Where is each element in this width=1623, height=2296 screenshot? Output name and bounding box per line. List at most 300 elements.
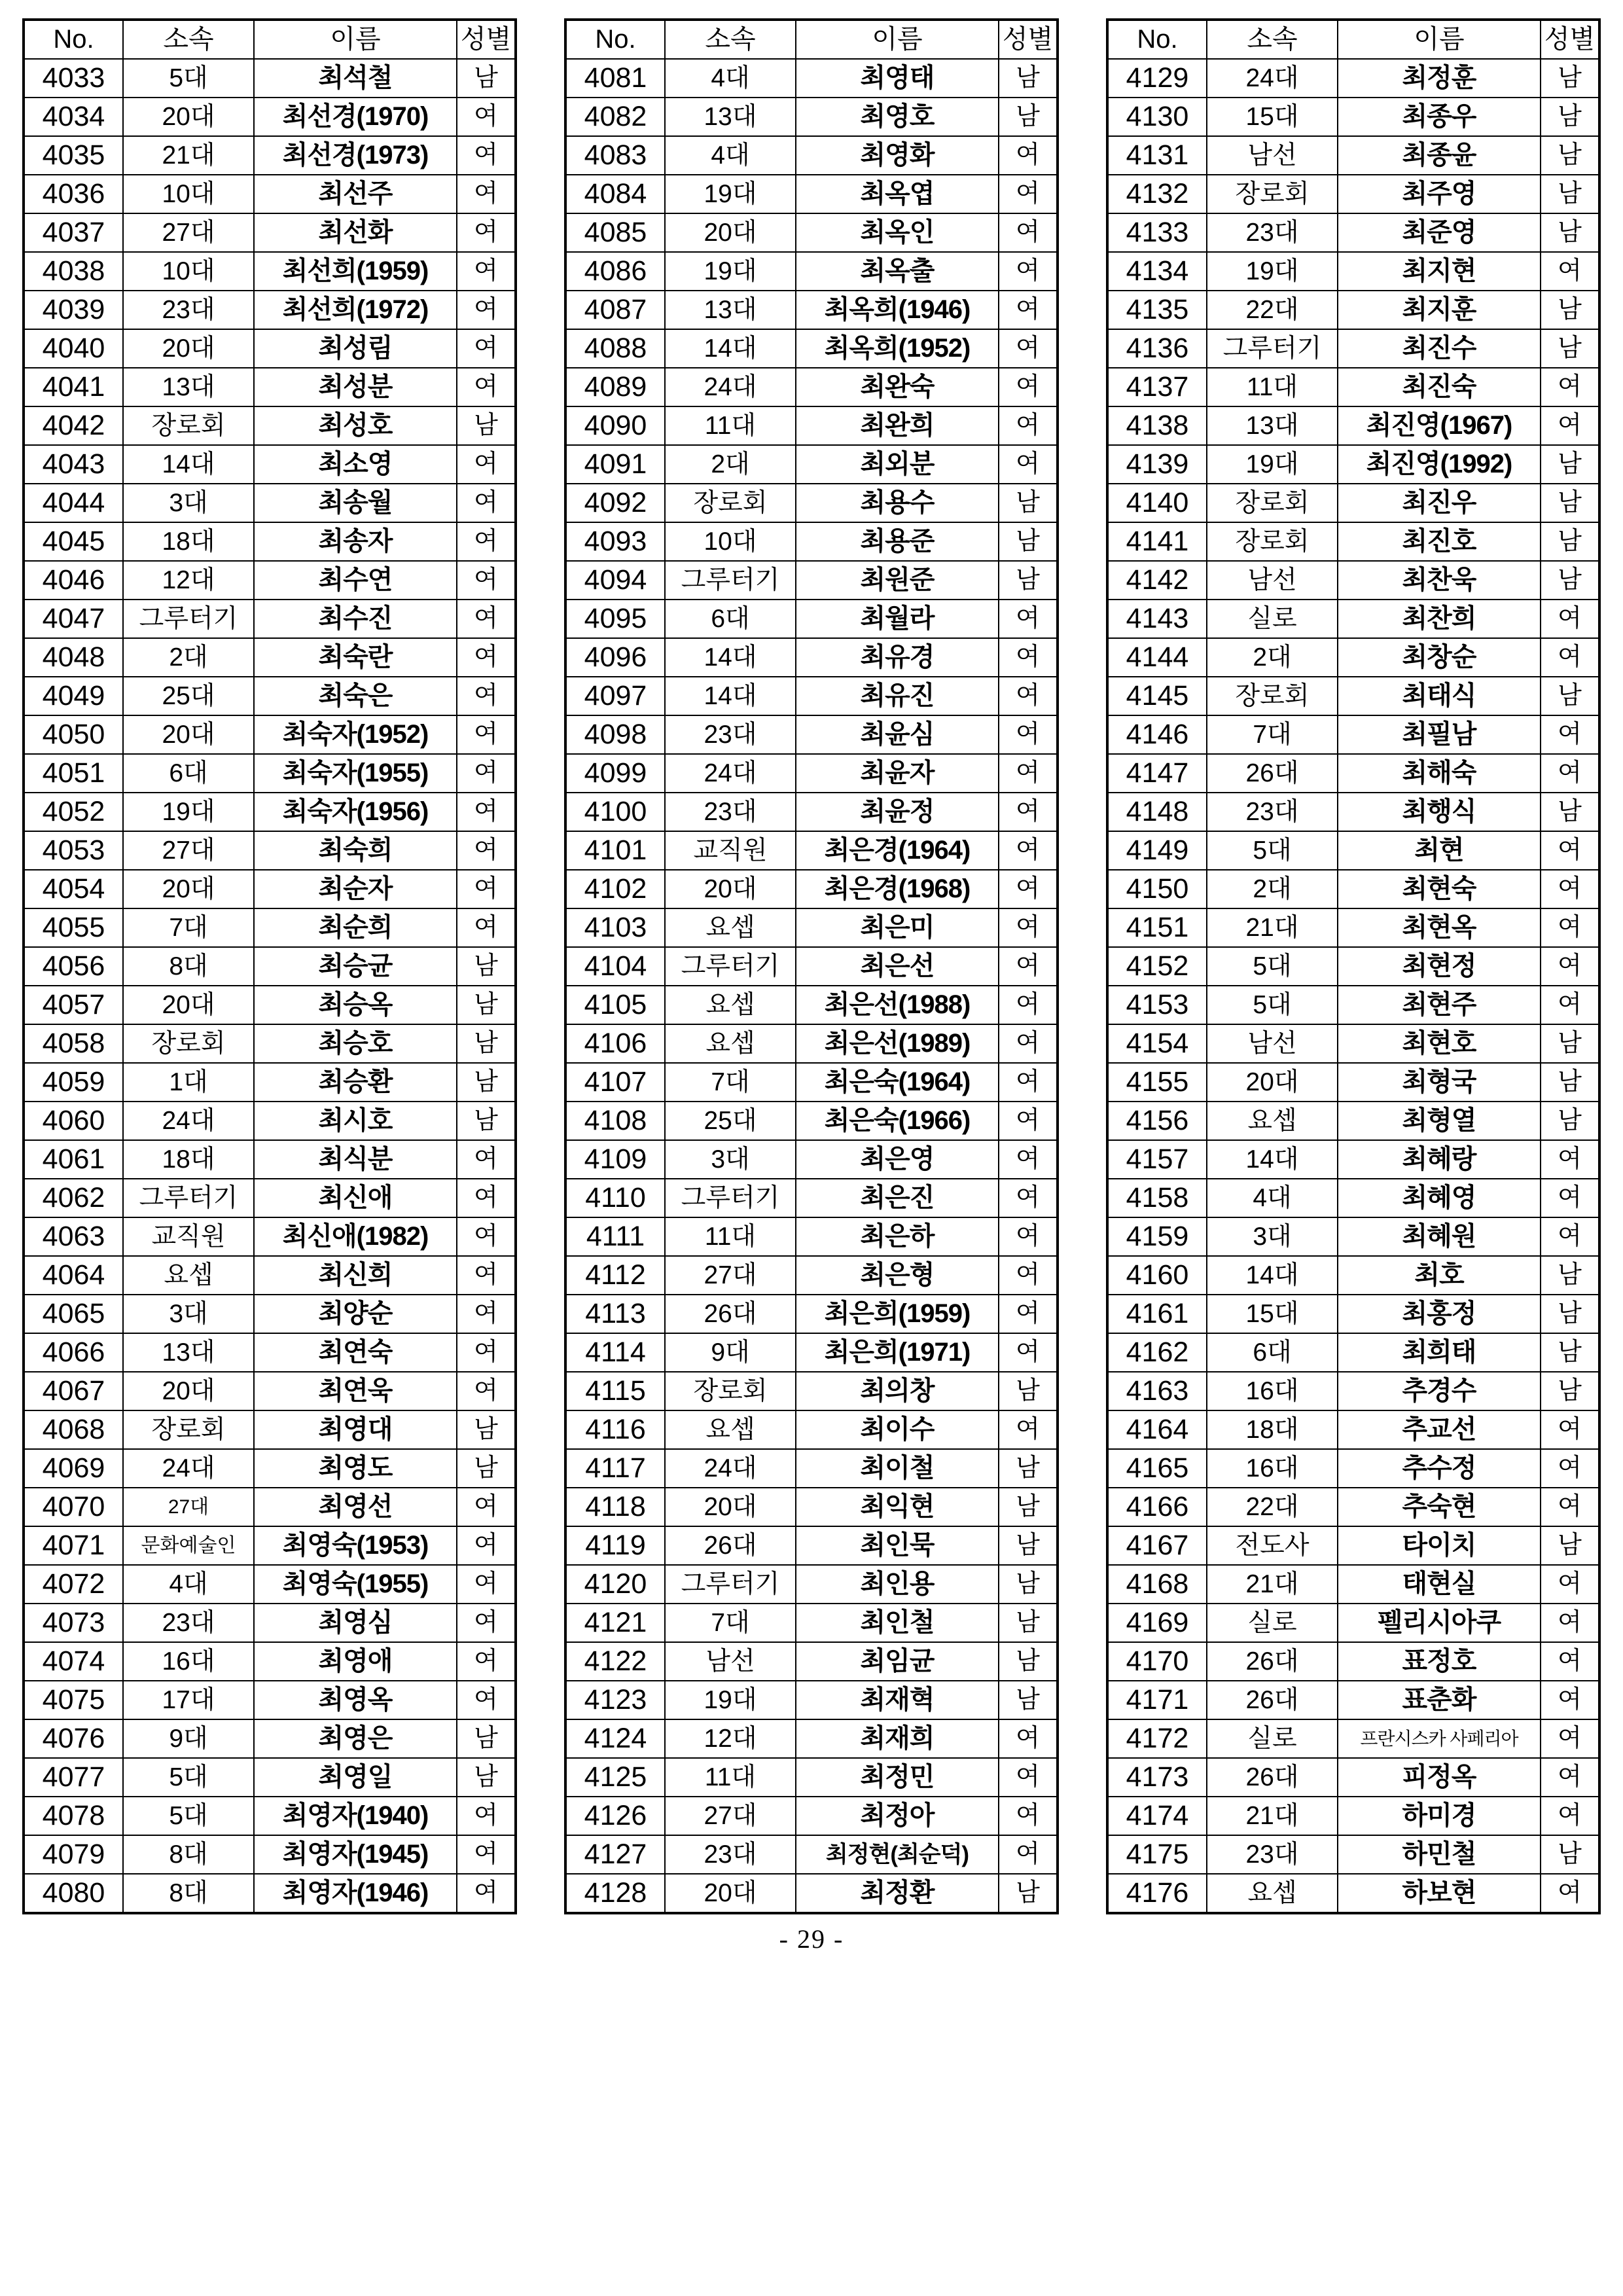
cell-org: 요셉 (665, 986, 796, 1024)
cell-sex: 여 (457, 175, 516, 213)
table-row (24, 1256, 516, 1295)
cell-org: 12대 (665, 1719, 796, 1758)
cell-org: 11대 (665, 406, 796, 445)
table-row (1107, 1604, 1599, 1642)
cell-no: 4141 (1107, 522, 1207, 561)
cell-org: 14대 (123, 445, 254, 484)
cell-sex: 여 (999, 136, 1058, 175)
cell-name: 최창순 (1338, 638, 1541, 677)
cell-no: 4044 (24, 484, 123, 522)
cell-sex: 여 (999, 947, 1058, 986)
cell-sex: 여 (999, 1256, 1058, 1295)
table-row (565, 831, 1058, 870)
table-row (1107, 1681, 1599, 1719)
cell-name: 최영숙(1955) (254, 1565, 457, 1604)
cell-sex: 여 (457, 1874, 516, 1913)
cell-sex: 여 (1541, 1217, 1599, 1256)
table-row (24, 986, 516, 1024)
cell-no: 4037 (24, 213, 123, 252)
table-row (24, 368, 516, 406)
cell-name: 최신애(1982) (254, 1217, 457, 1256)
cell-name: 최영도 (254, 1449, 457, 1488)
cell-org: 25대 (123, 677, 254, 715)
cell-org: 24대 (123, 1102, 254, 1140)
cell-name: 하보현 (1338, 1874, 1541, 1913)
cell-org: 23대 (1207, 793, 1338, 831)
cell-org: 15대 (1207, 98, 1338, 136)
table-row (24, 213, 516, 252)
cell-sex: 남 (457, 986, 516, 1024)
table-row (24, 136, 516, 175)
cell-sex: 여 (999, 754, 1058, 793)
cell-sex: 여 (457, 1642, 516, 1681)
cell-org: 장로회 (1207, 175, 1338, 213)
cell-org: 그루터기 (665, 1179, 796, 1217)
cell-name: 최주영 (1338, 175, 1541, 213)
table-row (565, 368, 1058, 406)
cell-no: 4158 (1107, 1179, 1207, 1217)
cell-no: 4174 (1107, 1797, 1207, 1835)
cell-name: 최은선 (796, 947, 999, 986)
cell-org: 5대 (123, 1758, 254, 1797)
cell-name: 최찬욱 (1338, 561, 1541, 600)
table-row (565, 1449, 1058, 1488)
table-row (1107, 98, 1599, 136)
cell-no: 4045 (24, 522, 123, 561)
cell-no: 4134 (1107, 252, 1207, 291)
cell-org: 7대 (665, 1063, 796, 1102)
cell-sex: 여 (457, 754, 516, 793)
cell-sex: 여 (457, 291, 516, 329)
table-row (24, 908, 516, 947)
cell-name: 최영심 (254, 1604, 457, 1642)
cell-sex: 여 (999, 600, 1058, 638)
cell-sex: 여 (457, 677, 516, 715)
column-header-name: 이름 (796, 20, 999, 59)
cell-org: 24대 (665, 368, 796, 406)
cell-no: 4138 (1107, 406, 1207, 445)
cell-org: 3대 (665, 1140, 796, 1179)
cell-no: 4122 (565, 1642, 665, 1681)
cell-org: 요셉 (665, 1410, 796, 1449)
cell-no: 4098 (565, 715, 665, 754)
table-row (565, 59, 1058, 98)
table-row (565, 793, 1058, 831)
cell-org: 5대 (1207, 986, 1338, 1024)
cell-sex: 여 (1541, 252, 1599, 291)
cell-sex: 여 (999, 329, 1058, 368)
table-row (565, 1217, 1058, 1256)
cell-no: 4069 (24, 1449, 123, 1488)
cell-no: 4052 (24, 793, 123, 831)
table-row (565, 600, 1058, 638)
cell-name: 최옥희(1952) (796, 329, 999, 368)
table-row (1107, 715, 1599, 754)
cell-name: 최임균 (796, 1642, 999, 1681)
cell-name: 최외분 (796, 445, 999, 484)
cell-sex: 여 (457, 1140, 516, 1179)
cell-sex: 남 (999, 1565, 1058, 1604)
table-row (1107, 1333, 1599, 1372)
cell-no: 4113 (565, 1295, 665, 1333)
cell-sex: 남 (1541, 291, 1599, 329)
cell-org: 26대 (665, 1295, 796, 1333)
cell-name: 최월라 (796, 600, 999, 638)
table-row (24, 1102, 516, 1140)
cell-org: 23대 (1207, 1835, 1338, 1874)
cell-no: 4133 (1107, 213, 1207, 252)
cell-org: 장로회 (123, 1410, 254, 1449)
cell-org: 요셉 (665, 908, 796, 947)
cell-name: 최식분 (254, 1140, 457, 1179)
table-body-left (24, 59, 516, 1913)
cell-org: 요셉 (1207, 1874, 1338, 1913)
cell-name: 최인용 (796, 1565, 999, 1604)
cell-name: 최지훈 (1338, 291, 1541, 329)
cell-sex: 남 (999, 1526, 1058, 1565)
cell-no: 4165 (1107, 1449, 1207, 1488)
table-row (1107, 561, 1599, 600)
cell-name: 최혜영 (1338, 1179, 1541, 1217)
cell-sex: 남 (1541, 1102, 1599, 1140)
cell-name: 최신애 (254, 1179, 457, 1217)
cell-sex: 여 (999, 1179, 1058, 1217)
table-row (1107, 329, 1599, 368)
cell-sex: 여 (999, 252, 1058, 291)
table-row (24, 1488, 516, 1526)
cell-name: 최현숙 (1338, 870, 1541, 908)
cell-name: 최숙자(1955) (254, 754, 457, 793)
cell-org: 3대 (1207, 1217, 1338, 1256)
cell-sex: 남 (999, 1874, 1058, 1913)
cell-no: 4091 (565, 445, 665, 484)
cell-name: 최홍정 (1338, 1295, 1541, 1333)
cell-sex: 남 (999, 1372, 1058, 1410)
cell-no: 4154 (1107, 1024, 1207, 1063)
table-row (565, 638, 1058, 677)
cell-org: 11대 (665, 1217, 796, 1256)
cell-no: 4043 (24, 445, 123, 484)
table-body-right (1107, 59, 1599, 1913)
roster-table-right (1106, 18, 1601, 1914)
column-header-name: 이름 (1338, 20, 1541, 59)
cell-sex: 남 (999, 1642, 1058, 1681)
cell-sex: 여 (457, 1295, 516, 1333)
cell-no: 4107 (565, 1063, 665, 1102)
cell-org: 6대 (123, 754, 254, 793)
cell-name: 최순희 (254, 908, 457, 947)
cell-org: 1대 (123, 1063, 254, 1102)
cell-sex: 여 (457, 908, 516, 947)
cell-sex: 여 (999, 1217, 1058, 1256)
table-row (1107, 1526, 1599, 1565)
cell-org: 13대 (123, 1333, 254, 1372)
cell-name: 최은선(1989) (796, 1024, 999, 1063)
cell-org: 그루터기 (1207, 329, 1338, 368)
table-row (565, 1063, 1058, 1102)
cell-name: 최윤정 (796, 793, 999, 831)
column-header-no: No. (24, 20, 123, 59)
cell-sex: 여 (1541, 406, 1599, 445)
cell-org: 20대 (123, 329, 254, 368)
cell-org: 2대 (1207, 870, 1338, 908)
cell-no: 4167 (1107, 1526, 1207, 1565)
cell-no: 4126 (565, 1797, 665, 1835)
cell-org: 남선 (1207, 1024, 1338, 1063)
cell-name: 최진숙 (1338, 368, 1541, 406)
cell-org: 20대 (665, 870, 796, 908)
cell-name: 최혜원 (1338, 1217, 1541, 1256)
cell-org: 4대 (123, 1565, 254, 1604)
cell-no: 4168 (1107, 1565, 1207, 1604)
cell-sex: 남 (999, 1681, 1058, 1719)
cell-name: 태현실 (1338, 1565, 1541, 1604)
cell-no: 4135 (1107, 291, 1207, 329)
cell-no: 4127 (565, 1835, 665, 1874)
cell-org: 20대 (1207, 1063, 1338, 1102)
cell-org: 16대 (1207, 1372, 1338, 1410)
table-row (24, 638, 516, 677)
cell-name: 최준영 (1338, 213, 1541, 252)
cell-no: 4084 (565, 175, 665, 213)
cell-no: 4086 (565, 252, 665, 291)
cell-no: 4053 (24, 831, 123, 870)
table-row (24, 1797, 516, 1835)
cell-sex: 남 (457, 1024, 516, 1063)
cell-no: 4070 (24, 1488, 123, 1526)
cell-org: 24대 (665, 1449, 796, 1488)
cell-name: 최송자 (254, 522, 457, 561)
cell-no: 4048 (24, 638, 123, 677)
cell-no: 4132 (1107, 175, 1207, 213)
cell-name: 최석철 (254, 59, 457, 98)
cell-name: 최옥엽 (796, 175, 999, 213)
cell-name: 최양순 (254, 1295, 457, 1333)
table-row (1107, 1565, 1599, 1604)
cell-no: 4153 (1107, 986, 1207, 1024)
cell-name: 최순자 (254, 870, 457, 908)
cell-name: 최윤자 (796, 754, 999, 793)
cell-org: 그루터기 (665, 561, 796, 600)
cell-no: 4050 (24, 715, 123, 754)
table-row (1107, 522, 1599, 561)
cell-name: 하미경 (1338, 1797, 1541, 1835)
cell-no: 4160 (1107, 1256, 1207, 1295)
cell-no: 4151 (1107, 908, 1207, 947)
cell-org: 장로회 (123, 1024, 254, 1063)
cell-no: 4140 (1107, 484, 1207, 522)
cell-sex: 여 (999, 870, 1058, 908)
table-row (1107, 908, 1599, 947)
table-row (1107, 947, 1599, 986)
table-row (24, 793, 516, 831)
cell-no: 4074 (24, 1642, 123, 1681)
table-row (24, 1758, 516, 1797)
cell-no: 4129 (1107, 59, 1207, 98)
cell-org: 25대 (665, 1102, 796, 1140)
table-row (1107, 1179, 1599, 1217)
cell-no: 4056 (24, 947, 123, 986)
cell-sex: 여 (1541, 1179, 1599, 1217)
cell-sex: 남 (457, 1719, 516, 1758)
cell-name: 최옥출 (796, 252, 999, 291)
cell-name: 최인묵 (796, 1526, 999, 1565)
table-row (565, 1604, 1058, 1642)
table-row (1107, 445, 1599, 484)
table-row (1107, 252, 1599, 291)
cell-no: 4142 (1107, 561, 1207, 600)
cell-sex: 남 (1541, 1835, 1599, 1874)
cell-no: 4155 (1107, 1063, 1207, 1102)
table-row (1107, 793, 1599, 831)
table-row (1107, 1102, 1599, 1140)
table-row (24, 98, 516, 136)
cell-org: 8대 (123, 1874, 254, 1913)
cell-sex: 여 (457, 1681, 516, 1719)
cell-org: 남선 (665, 1642, 796, 1681)
cell-name: 최정아 (796, 1797, 999, 1835)
cell-sex: 여 (1541, 947, 1599, 986)
cell-org: 7대 (1207, 715, 1338, 754)
table-row (1107, 1217, 1599, 1256)
cell-org: 26대 (1207, 1642, 1338, 1681)
cell-no: 4092 (565, 484, 665, 522)
table-row (565, 677, 1058, 715)
cell-org: 2대 (665, 445, 796, 484)
table-row (24, 406, 516, 445)
cell-name: 최수진 (254, 600, 457, 638)
cell-org: 남선 (1207, 136, 1338, 175)
cell-sex: 남 (457, 1758, 516, 1797)
cell-sex: 여 (457, 1604, 516, 1642)
cell-sex: 여 (457, 522, 516, 561)
cell-org: 남선 (1207, 561, 1338, 600)
cell-name: 최은숙(1966) (796, 1102, 999, 1140)
cell-org: 19대 (123, 793, 254, 831)
table-row (1107, 1449, 1599, 1488)
cell-name: 최찬희 (1338, 600, 1541, 638)
table-row (565, 252, 1058, 291)
cell-sex: 여 (1541, 1449, 1599, 1488)
cell-org: 그루터기 (665, 947, 796, 986)
cell-name: 최은미 (796, 908, 999, 947)
cell-name: 최현주 (1338, 986, 1541, 1024)
cell-no: 4103 (565, 908, 665, 947)
cell-name: 최정훈 (1338, 59, 1541, 98)
cell-name: 최진수 (1338, 329, 1541, 368)
cell-org: 21대 (1207, 908, 1338, 947)
cell-name: 최형국 (1338, 1063, 1541, 1102)
table-row (24, 1333, 516, 1372)
cell-org: 23대 (123, 291, 254, 329)
cell-org: 4대 (665, 59, 796, 98)
cell-sex: 여 (457, 445, 516, 484)
cell-sex: 여 (457, 329, 516, 368)
cell-name: 타이치 (1338, 1526, 1541, 1565)
cell-org: 27대 (665, 1256, 796, 1295)
cell-sex: 여 (457, 1797, 516, 1835)
cell-name: 최진호 (1338, 522, 1541, 561)
cell-name: 최유경 (796, 638, 999, 677)
cell-org: 26대 (1207, 1758, 1338, 1797)
cell-name: 최정환 (796, 1874, 999, 1913)
table-row (24, 1874, 516, 1913)
table-row (1107, 1642, 1599, 1681)
cell-sex: 남 (1541, 1526, 1599, 1565)
cell-no: 4089 (565, 368, 665, 406)
table-row (24, 1604, 516, 1642)
cell-sex: 여 (999, 793, 1058, 831)
cell-name: 최용수 (796, 484, 999, 522)
table-row (1107, 1797, 1599, 1835)
cell-name: 추수정 (1338, 1449, 1541, 1488)
cell-no: 4147 (1107, 754, 1207, 793)
cell-name: 최이수 (796, 1410, 999, 1449)
cell-name: 최영대 (254, 1410, 457, 1449)
table-row (24, 1217, 516, 1256)
table-row (24, 522, 516, 561)
cell-name: 최은경(1968) (796, 870, 999, 908)
cell-sex: 남 (457, 1410, 516, 1449)
cell-org: 장로회 (1207, 677, 1338, 715)
cell-sex: 여 (999, 175, 1058, 213)
cell-no: 4172 (1107, 1719, 1207, 1758)
cell-org: 실로 (1207, 600, 1338, 638)
cell-no: 4176 (1107, 1874, 1207, 1913)
cell-sex: 여 (457, 98, 516, 136)
cell-org: 21대 (1207, 1565, 1338, 1604)
table-row (24, 1372, 516, 1410)
cell-no: 4144 (1107, 638, 1207, 677)
cell-org: 5대 (1207, 831, 1338, 870)
cell-sex: 여 (999, 986, 1058, 1024)
cell-no: 4082 (565, 98, 665, 136)
cell-org: 14대 (665, 677, 796, 715)
cell-no: 4117 (565, 1449, 665, 1488)
table-row (565, 1797, 1058, 1835)
cell-sex: 남 (999, 59, 1058, 98)
table-row (565, 329, 1058, 368)
table-row (24, 831, 516, 870)
table-row (565, 1333, 1058, 1372)
cell-no: 4161 (1107, 1295, 1207, 1333)
cell-sex: 여 (999, 213, 1058, 252)
cell-sex: 여 (457, 1256, 516, 1295)
header-row (24, 20, 516, 59)
cell-sex: 여 (457, 1488, 516, 1526)
cell-sex: 여 (999, 406, 1058, 445)
table-row (565, 1681, 1058, 1719)
cell-no: 4130 (1107, 98, 1207, 136)
cell-no: 4121 (565, 1604, 665, 1642)
cell-name: 최정민 (796, 1758, 999, 1797)
cell-org: 교직원 (123, 1217, 254, 1256)
cell-sex: 남 (1541, 98, 1599, 136)
cell-name: 최옥희(1946) (796, 291, 999, 329)
cell-sex: 여 (999, 1140, 1058, 1179)
cell-org: 16대 (1207, 1449, 1338, 1488)
cell-no: 4038 (24, 252, 123, 291)
cell-name: 최수연 (254, 561, 457, 600)
cell-org: 20대 (123, 98, 254, 136)
table-row (24, 484, 516, 522)
cell-org: 20대 (123, 870, 254, 908)
cell-name: 최소영 (254, 445, 457, 484)
cell-no: 4116 (565, 1410, 665, 1449)
cell-sex: 남 (457, 1063, 516, 1102)
cell-org: 24대 (123, 1449, 254, 1488)
cell-sex: 남 (1541, 1372, 1599, 1410)
